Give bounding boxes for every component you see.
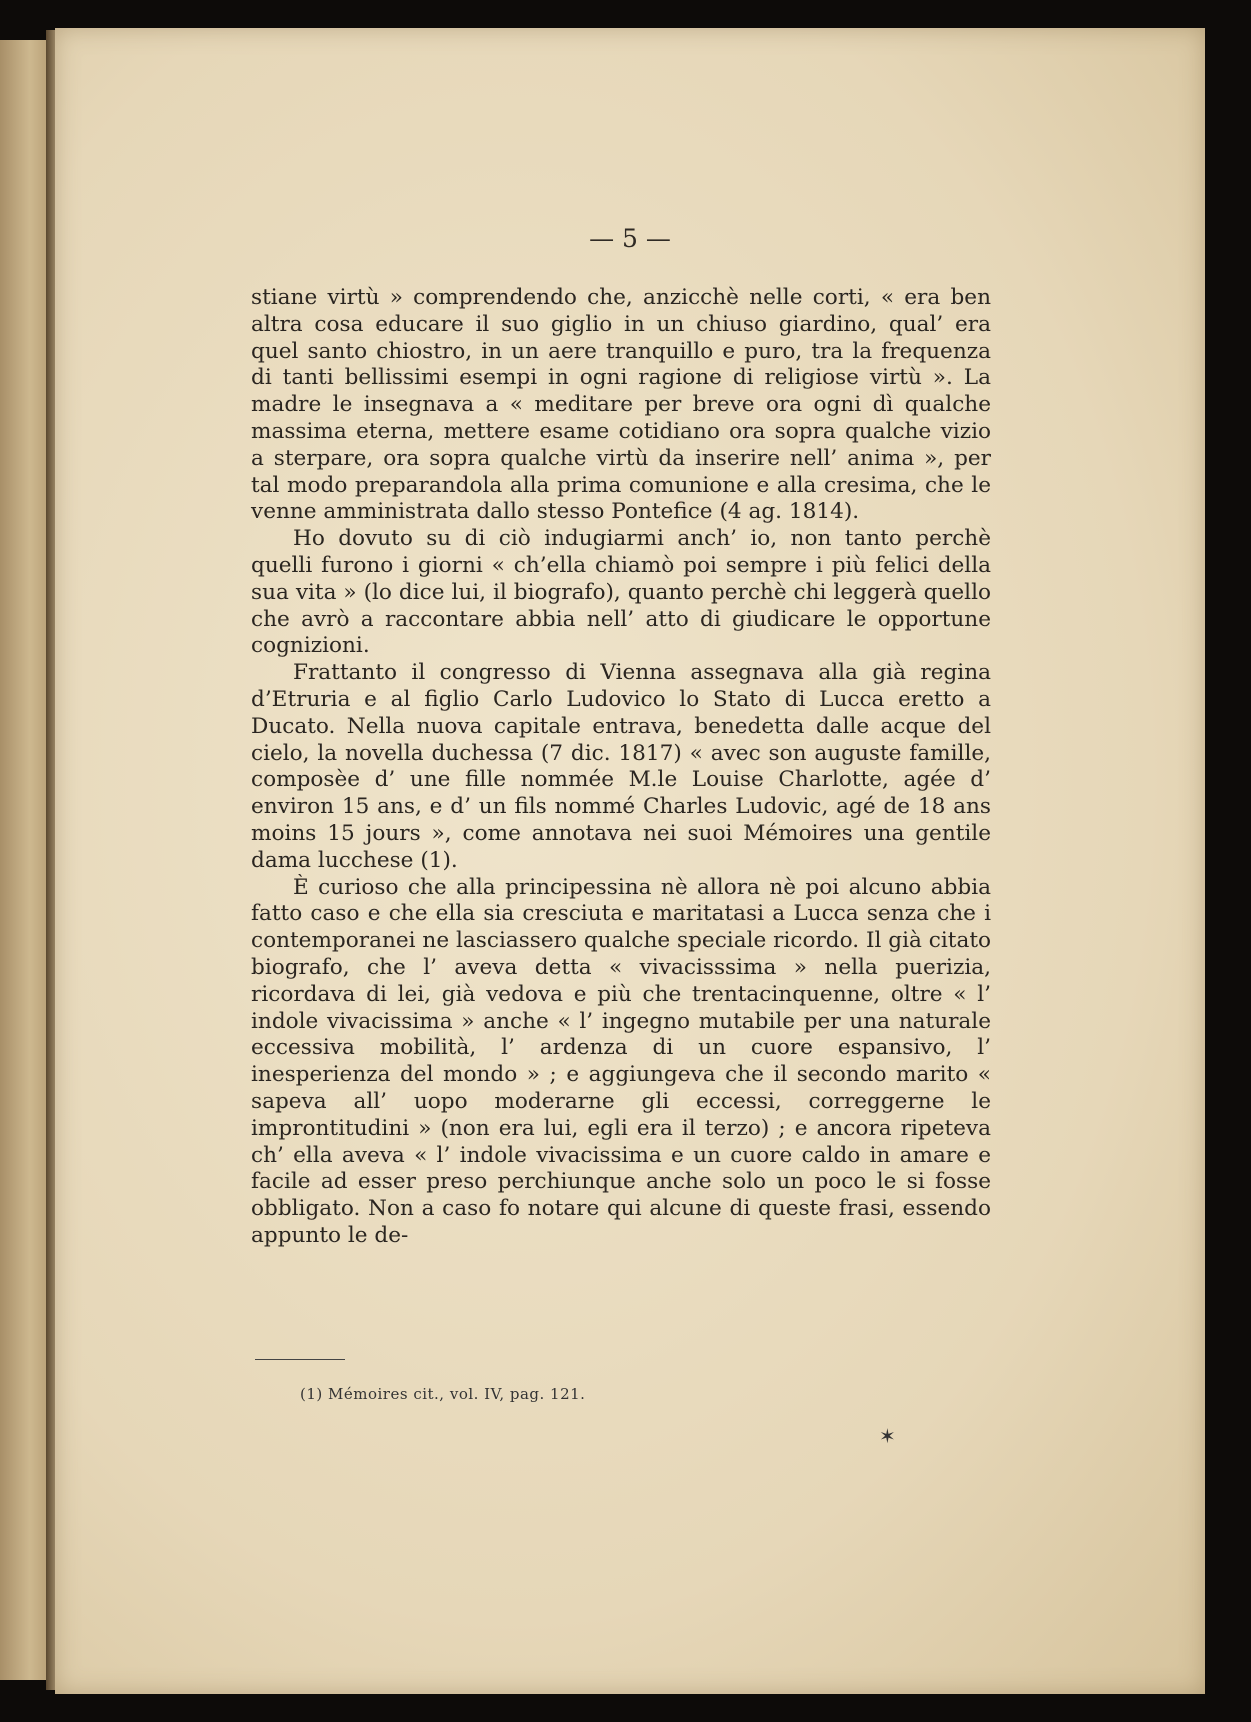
paragraph: stiane virtù » comprendendo che, anzicchè nelle corti, « era ben altra cosa educare il suo giglio in un chiuso giardino, qual’ era quel santo chiostro, in un aere tranquillo e puro, tra la frequenza di tanti bellissimi esempi in ogni ragione di religiose virtù ». La madre le insegnava a « meditare per breve ora ogni dì qualche massima eterna, mettere esame cotidiano ora sopra qualche vizio a sterpare, ora sopra qualche virtù da inserire nell’ anima », per tal modo preparandola alla prima comunione e alla cresima, che le venne amministrata dallo stesso Pontefice (4 ag. 1814). — [251, 285, 991, 525]
facing-page-edge — [0, 40, 52, 1680]
paragraph: Frattanto il congresso di Vienna assegnava alla già regina d’Etruria e al figlio Carlo Ludovico lo Stato di Lucca eretto a Ducato. Nella nuova capitale entrava, benedetta dalle acque del cielo, la novella duchessa (7 dic. 1817) « avec son auguste famille, composèe d’ une fille nommée M.le Louise Charlotte, agée d’ environ 15 ans, e d’ un fils nommé Charles Ludovic, agé de 18 ans moins 15 jours », come annotava nei suoi Mémoires una gentile dama lucchese (1). — [251, 660, 991, 873]
footnote-divider — [255, 1359, 345, 1360]
paragraph: Ho dovuto su di ciò indugiarmi anch’ io, non tanto perchè quelli furono i giorni « ch’ella chiamò poi sempre i più felici della sua vita » (lo dice lui, il biografo), quanto perchè chi leggerà quello che avrò a raccontare abbia nell’ atto di giudicare le opportune cognizioni. — [251, 526, 991, 659]
footnote: (1) Mémoires cit., vol. IV, pag. 121. — [300, 1385, 586, 1403]
signature-mark: ✶ — [879, 1424, 896, 1448]
body-text — [251, 285, 991, 1250]
page-number: — 5 — — [589, 224, 671, 253]
paragraph: È curioso che alla principessina nè allora nè poi alcuno abbia fatto caso e che ella sia cresciuta e maritatasi a Lucca senza che i contemporanei ne lasciassero qualche speciale ricordo. Il già citato biografo, che l’ aveva detta « vivacisssima » nella puerizia, ricordava di lei, già vedova e più che trentacinquenne, oltre « l’ indole vivacissima » anche « l’ ingegno mutabile per una naturale eccessiva mobilità, l’ ardenza di un cuore espansivo, l’ inesperienza del mondo » ; e aggiungeva che il secondo marito « sapeva all’ uopo moderarne gli eccessi, correggerne le improntitudini » (non era lui, egli era il terzo) ; e ancora ripeteva ch’ ella aveva « l’ indole vivacissima e un cuore caldo in amare e facile ad esser preso perchiunque anche solo un poco le si fosse obbligato. Non a caso fo notare qui alcune di queste frasi, essendo appunto le de- — [251, 874, 991, 1248]
book-page — [55, 28, 1205, 1694]
